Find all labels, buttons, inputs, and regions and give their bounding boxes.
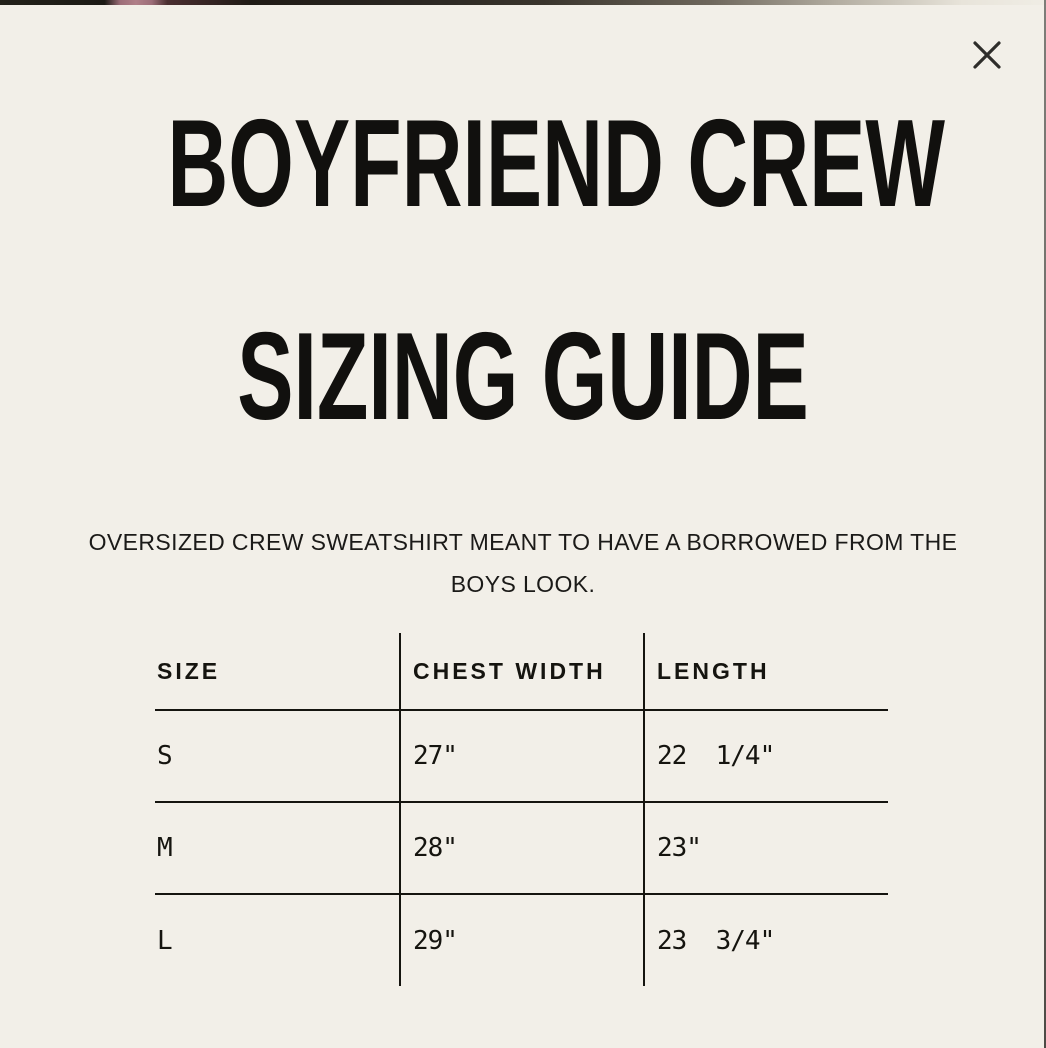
product-description-line1: OVERSIZED CREW SWEATSHIRT MEANT TO HAVE A BORROWED FROM THE bbox=[88, 529, 958, 555]
cell-length-l: 23 3/4" bbox=[644, 894, 888, 986]
modal-title-line1: BOYFRIEND CREW bbox=[167, 95, 945, 233]
header-chest-width: CHEST WIDTH bbox=[400, 633, 644, 710]
cell-length-m: 23" bbox=[644, 802, 888, 894]
product-description bbox=[0, 521, 1046, 605]
header-length: LENGTH bbox=[644, 633, 888, 710]
sizing-table bbox=[155, 633, 888, 986]
product-description-line2: BOYS LOOK. bbox=[450, 571, 596, 597]
cell-length-s: 22 1/4" bbox=[644, 710, 888, 802]
cell-size-l: L bbox=[157, 925, 172, 956]
table-row-small bbox=[155, 710, 888, 802]
close-button[interactable] bbox=[970, 38, 1004, 72]
cell-size-s: S bbox=[155, 710, 400, 802]
cell-chest-s: 27" bbox=[400, 710, 644, 802]
cell-chest-m: 28" bbox=[400, 802, 644, 894]
header-size: SIZE bbox=[155, 633, 400, 710]
sizing-guide-modal bbox=[0, 5, 1046, 1048]
sizing-table-header-row bbox=[155, 633, 888, 710]
table-row-medium bbox=[155, 802, 888, 894]
close-icon bbox=[972, 40, 1002, 70]
cell-chest-l: 29" bbox=[400, 894, 644, 986]
cell-size-m: M bbox=[155, 802, 400, 894]
table-row-large bbox=[155, 894, 888, 986]
modal-title-line2: SIZING GUIDE bbox=[237, 308, 809, 446]
